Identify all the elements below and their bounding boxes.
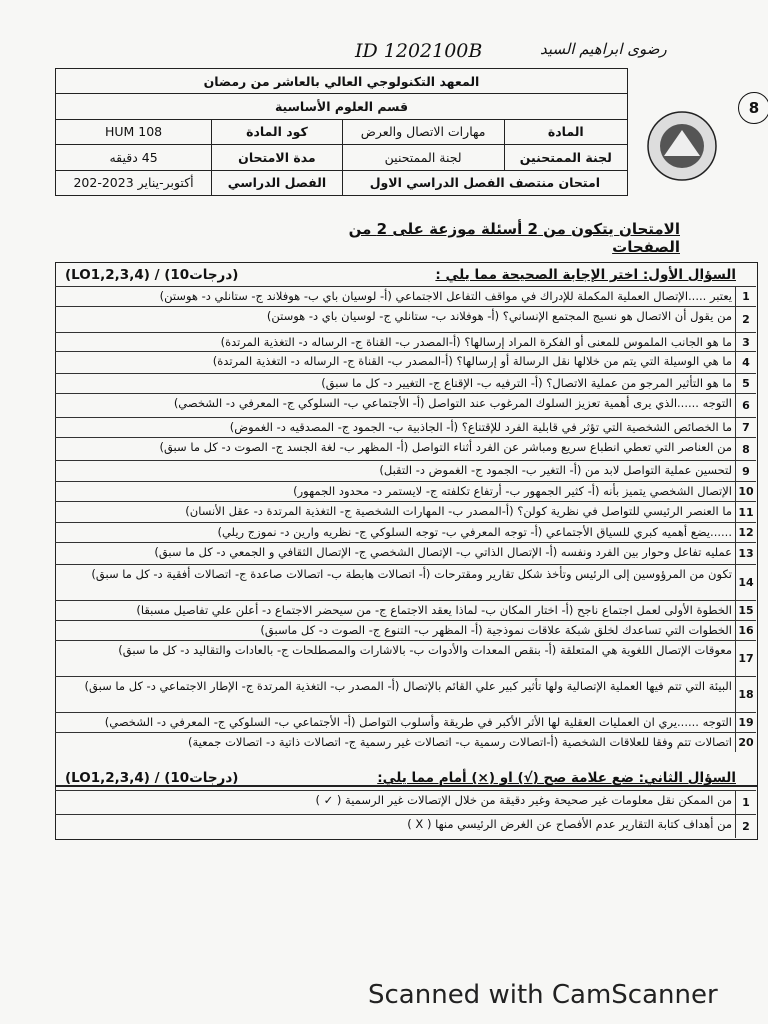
handwritten-name: رضوى ابراهيم السيد [540, 40, 667, 58]
question-text: ما العنصر الرئيسي للتواصل في نظرية كولن؟ (أ-المصدر ب- المهارات الشخصية ج- التغذية المرتدة د- عقل الأنسان) [185, 504, 732, 518]
question-item [55, 306, 756, 332]
code-value: HUM 108 [56, 119, 212, 144]
committee-value: لجنة الممتحنين [342, 145, 504, 170]
question-text: ما هو التأثير المرجو من عملية الاتصال؟ (أ- الترفيه ب- الإقناع ج- التغيير د- كل ما سبق) [321, 376, 732, 390]
question-item [55, 501, 756, 522]
question-number: 1 [735, 287, 756, 306]
scanner-watermark: Scanned with CamScanner [368, 980, 718, 1010]
question-item [55, 286, 756, 306]
question-number: 1 [735, 791, 756, 814]
question-text: معوقات الإتصال اللغوية هي المتعلقة (أ- بنقص المعدات والأدوات ب- بالاشارات والمصطلحات ج- بالعادات والتقاليد د- كل ما سبق) [118, 643, 732, 657]
question-number: 3 [735, 333, 756, 351]
question-item [55, 332, 756, 351]
semester-label: الفصل الدراسي [212, 170, 343, 195]
question-number: 15 [735, 601, 756, 620]
question-text: التوجه ......يري ان العمليات العقلية لها الأثر الأكبر في طريقة وأسلوب التواصل (أ- الأجتماعي ب- السلوكي ج- المعرفي د- الشخصي) [104, 715, 732, 729]
question-item [55, 712, 756, 732]
question-text: عمليه تفاعل وحوار بين الفرد ونفسه (أ- الإتصال الذاتي ب- الإتصال الشخصي ج- الإتصال الثقافي و الجمعي د- كل ما سبق) [154, 545, 732, 559]
question-number: 13 [735, 543, 756, 564]
question-number: 2 [735, 815, 756, 838]
question-number: 20 [735, 733, 756, 752]
question-item [55, 732, 756, 752]
question-number: 18 [735, 677, 756, 712]
question-number: 10 [735, 482, 756, 501]
question-1-header [55, 264, 756, 286]
question-1-score: (LO1,2,3,4) / (10درجات) [65, 267, 239, 283]
department-name: قسم العلوم الأساسية [56, 94, 628, 119]
question-number: 9 [735, 461, 756, 481]
question-number: 2 [735, 307, 756, 332]
question-text: من أهداف كتابة التقارير عدم الأفصاح عن الغرض الرئيسي منها ( X ) [407, 817, 732, 831]
subject-label: المادة [504, 119, 627, 144]
question-item [55, 373, 756, 393]
question-number: 17 [735, 641, 756, 676]
subject-value: مهارات الاتصال والعرض [342, 119, 504, 144]
question-item [55, 417, 756, 437]
question-text: الخطوة الأولى لعمل اجتماع ناجح (أ- اختار المكان ب- لماذا يعقد الاجتماع ج- من سيحضر الاجتماع د- أعلن علي تفاصيل مسبقا) [136, 603, 732, 617]
question-number: 19 [735, 713, 756, 732]
question-item [55, 522, 756, 542]
duration-value: 45 دقيقه [56, 145, 212, 170]
question-item [55, 393, 756, 417]
question-1-title: السؤال الأول: اختر الإجابة الصحيحة مما يلي : [435, 267, 736, 283]
question-number: 12 [735, 523, 756, 542]
question-text: من يقول أن الاتصال هو نسيج المجتمع الإنساني؟ (أ- هوفلاند ب- ستانلي ج- لوسيان باي د- هوستن) [266, 309, 732, 323]
question-number: 5 [735, 374, 756, 393]
question-number: 4 [735, 352, 756, 373]
question-2-title: السؤال الثاني: ضع علامة صح (√) او (×) أمام مما يلي: [377, 770, 736, 786]
question-item [55, 460, 756, 481]
question-text: من الممكن نقل معلومات غير صحيحة وغير دقيقة من خلال الإتصالات غير الرسمية ( ✓ ) [315, 793, 732, 807]
institute-logo [632, 96, 732, 196]
question-text: ما هي الوسيلة التي يتم من خلالها نقل الرسالة أو إرسالها؟ (أ-المصدر ب- القناة ج- الرساله د- التغذية المرتدة) [212, 354, 732, 368]
question-number: 16 [735, 621, 756, 640]
question-item [55, 481, 756, 501]
committee-label: لجنة الممتحنين [504, 145, 627, 170]
question-number: 7 [735, 418, 756, 437]
question-text: تكون من المرؤوسين إلى الرئيس وتأخذ شكل تقارير ومقترحات (أ- اتصالات هابطة ب- اتصالات صاعدة ج- اتصالات أفقية د- كل ما سبق) [91, 567, 732, 581]
question-item [55, 814, 756, 838]
question-item [55, 600, 756, 620]
question-item [55, 351, 756, 373]
question-text: من العناصر التي تعطي انطباع سريع ومباشر عن الفرد أثناء التواصل (أ- المظهر ب- لغة الجسد ج- الصوت د- كل ما سبق) [159, 440, 732, 454]
grade-circle: 8 [738, 92, 768, 124]
question-text: الخطوات التي تساعدك لخلق شبكة علاقات نموذجية (أ- المظهر ب- التنوع ج- الصوت د- كل ماسبق) [260, 623, 732, 637]
question-number: 11 [735, 502, 756, 522]
question-text: ما هو الجانب الملموس للمعنى أو الفكرة المراد إرسالها؟ (أ-المصدر ب- القناة ج- الرساله د- التغذية المرتدة) [220, 335, 732, 349]
question-text: البيئة التي تتم فيها العملية الإتصالية ولها تأثير كبير علي القائم بالإتصال (أ- المصدر ب- التغذية المرتدة ج- الإطار الاجتماعي د- كل ما سبق) [84, 679, 732, 693]
question-item [55, 620, 756, 640]
question-number: 6 [735, 394, 756, 417]
exam-notice: الامتحان يتكون من 2 أسئلة موزعة على 2 من الصفحات [348, 220, 680, 256]
question-text: يعتبر .....الإتصال العملية المكملة للإدراك في مواقف التفاعل الاجتماعي (أ- لوسيان باي ب- هوفلاند ج- ستانلي د- هوستن) [159, 289, 732, 303]
question-item [55, 640, 756, 676]
question-text: ما الخصائص الشخصية التي تؤثر في قابلية الفرد للإقتناع؟ (أ- الجاذبية ب- الجمود ج- المصدقيه د- الغموض) [229, 420, 732, 434]
question-text: ......يضع أهميه كبري للسياق الأجتماعي (أ- توجه المعرفي ب- توجه السلوكي ج- نظريه وارين د- نموزج ريلي) [217, 525, 732, 539]
question-number: 8 [735, 438, 756, 460]
handwritten-id: ID 1202100B [355, 40, 483, 62]
question-item [55, 437, 756, 460]
question-text: لتحسين عملية التواصل لابد من (أ- التغير ب- الجمود ج- الغموض د- التقبل) [379, 463, 732, 477]
code-label: كود المادة [212, 119, 343, 144]
question-text: التوجه ......الذي يرى أهمية تعزيز السلوك المرغوب عند التواصل (أ- الأجتماعي ب- السلوكي ج- المعرفي د- الشخصي) [173, 396, 732, 410]
semester-value: أكتوبر-يناير 2023-202 [56, 170, 212, 195]
question-2-score: (LO1,2,3,4) / (10درجات) [65, 770, 239, 786]
question-item [55, 790, 756, 814]
exam-header-table [55, 68, 628, 196]
question-2-header [55, 767, 756, 789]
question-item [55, 564, 756, 600]
question-number: 14 [735, 565, 756, 600]
duration-label: مدة الامتحان [212, 145, 343, 170]
institute-name: المعهد التكنولوجي العالي بالعاشر من رمضان [56, 69, 628, 94]
question-item [55, 676, 756, 712]
question-item [55, 542, 756, 564]
exam-title: امتحان منتصف الفصل الدراسي الاول [342, 170, 627, 195]
question-text: اتصالات تتم وفقا للعلاقات الشخصية (أ-اتصالات رسمية ب- اتصالات غير رسمية ج- اتصالات ذاتية د- اتصالات جمعية) [187, 735, 732, 749]
question-text: الإتصال الشخصي يتميز بأنه (أ- كثير الجمهور ب- أرتفاع تكلفته ج- لايستمر د- محدود الجمهور) [293, 484, 732, 498]
